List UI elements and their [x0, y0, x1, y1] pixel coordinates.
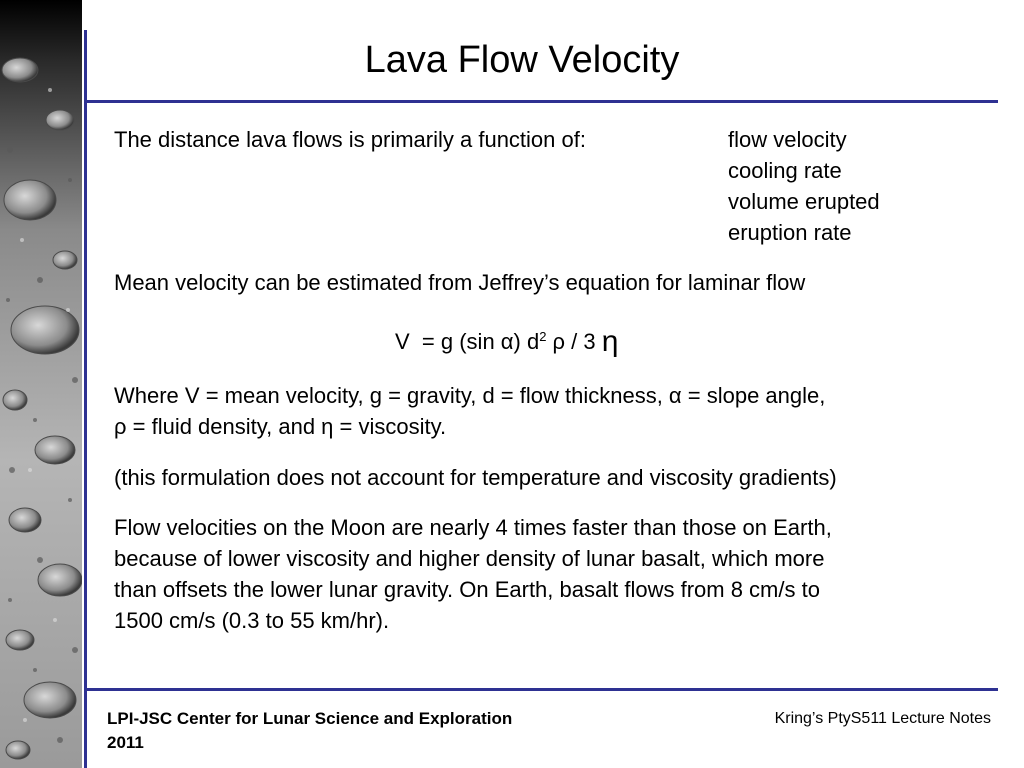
definitions-line: ρ = fluid density, and η = viscosity.: [114, 414, 447, 439]
formulation-note: (this formulation does not account for temperature and viscosity gradients): [114, 465, 837, 490]
mean-velocity-text: Mean velocity can be estimated from Jeffrey’s equation for laminar flow: [114, 270, 806, 295]
paragraph-line: than offsets the lower lunar gravity. On Earth, basalt flows from 8 cm/s to: [114, 577, 820, 602]
footer-organization: [107, 707, 627, 755]
lunar-surface-image: [0, 0, 82, 768]
footer-org-name: LPI-JSC Center for Lunar Science and Exploration: [107, 709, 513, 728]
equation-rhs-b: ρ / 3: [546, 329, 602, 354]
factor-item: cooling rate: [728, 158, 842, 183]
factor-item: eruption rate: [728, 220, 852, 245]
paragraph-line: because of lower viscosity and higher density of lunar basalt, which more: [114, 546, 825, 571]
slide-title: Lava Flow Velocity: [364, 39, 680, 81]
equation-rhs-a: = g (sin α) d: [421, 329, 540, 354]
equation-exponent: 2: [539, 329, 547, 344]
title-divider: [84, 100, 998, 103]
factor-item: volume erupted: [728, 189, 880, 214]
equation-lhs: V: [395, 329, 410, 354]
equation-eta: η: [601, 325, 619, 358]
footer-year: 2011: [107, 733, 144, 752]
paragraph-line: Flow velocities on the Moon are nearly 4 times faster than those on Earth,: [114, 515, 832, 540]
left-accent-line: [84, 30, 87, 768]
definitions-line: Where V = mean velocity, g = gravity, d = flow thickness, α = slope angle,: [114, 383, 826, 408]
intro-text: The distance lava flows is primarily a function of:: [114, 127, 586, 152]
paragraph-line: 1500 cm/s (0.3 to 55 km/hr).: [114, 608, 390, 633]
jeffreys-equation: [395, 326, 618, 357]
moon-velocity-paragraph: [114, 512, 974, 636]
factor-list: [728, 124, 880, 248]
footer-divider: [84, 688, 998, 691]
factor-item: flow velocity: [728, 127, 847, 152]
footer-course: Kring’s PtyS511 Lecture Notes: [774, 710, 991, 727]
variable-definitions: [114, 380, 974, 442]
